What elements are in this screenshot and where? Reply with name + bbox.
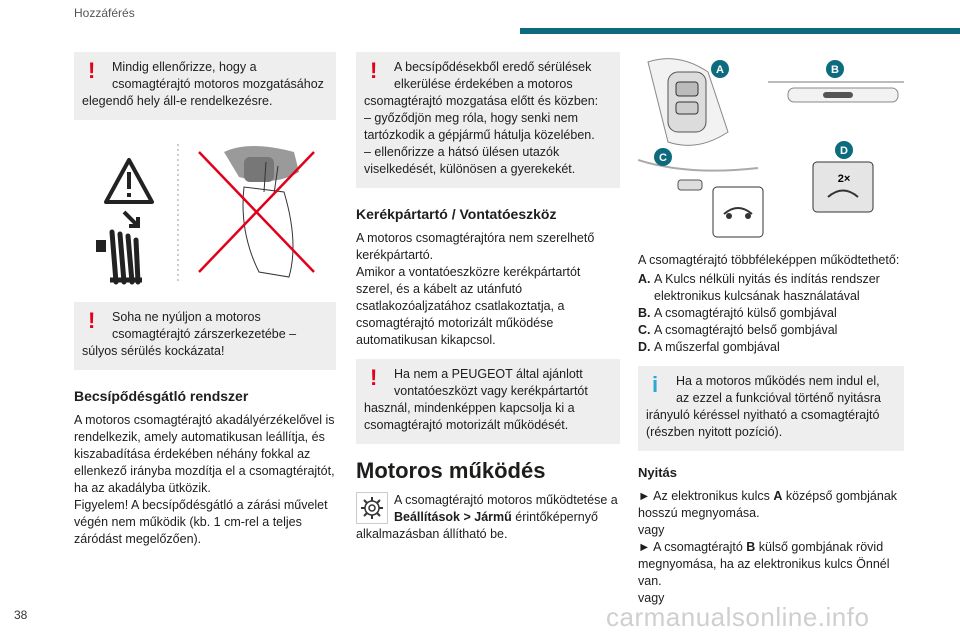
section-text: A motoros csomagtérajtó akadályérzékelővel is rendelkezik, amely automatikusan leállítja, és kiszabadítása érdekében néhány fokkal az ellenkező irányba mozdítja el a csomagtérajtót, ha az akadályba ütközik.: [74, 413, 335, 495]
warning-text-2: csomagtérajtó mozgatása előtt és közben:: [364, 94, 599, 108]
warning-text-end: sérülés kockázata!: [120, 344, 225, 358]
list-item: B. A csomagtérajtó külső gombjával: [638, 306, 837, 320]
svg-text:A: A: [716, 64, 724, 76]
dashboard-button-image: [813, 162, 873, 212]
settings-note: [356, 492, 620, 543]
svg-text:D: D: [840, 145, 848, 157]
info-box: [638, 366, 904, 451]
info-icon: i: [652, 372, 659, 397]
page-number: 38: [14, 608, 28, 622]
warning-icon: !: [88, 308, 96, 333]
illustration-hand-warning: [74, 132, 336, 292]
warning-text: Mindig ellenőrizze, hogy a csomagtérajtó motoros mozgatásához elegendő hely: [82, 60, 324, 108]
warning-bullet-1: – győződjön meg róla, hogy senki nem tartózkodik a gépjármű hátulja közelében.: [364, 111, 595, 142]
illustration-controls: [638, 52, 904, 242]
info-text-2: irányuló kéréssel nyitható a csomagtérajtó (részben nyitott pozíció).: [646, 408, 880, 439]
section-title-bike-rack: Kerékpártartó / Vontatóeszköz: [356, 206, 557, 222]
settings-path: Beállítások > Jármű: [394, 510, 512, 524]
column-1: [74, 52, 336, 548]
d-label: 2×: [837, 173, 851, 185]
warning-triangle-icon: [106, 160, 152, 202]
list-item: C. A csomagtérajtó belső gombjával: [638, 323, 838, 337]
section-text-2: Amikor a vontatóeszközre kerékpártartót szerel, és a kábelt az utánfutó csatlakozóaljzatához csatlakoztatja, a csomagtérajtó motorizált működése automatikusan kikapcsol.: [356, 265, 581, 347]
badge-b-icon: [826, 60, 844, 78]
warning-icon: !: [88, 58, 96, 83]
info-text: Ha a motoros működés nem indul el, az ezzel a funkcióval történő nyitásra: [676, 374, 881, 405]
section-title-motorized: Motoros működés: [356, 458, 546, 483]
gear-icon: [356, 492, 388, 524]
section-text-2: Figyelem! A becsípődésgátló a zárási művelet végén nem működik (kb. 1 cm-rel a teljes záródást megelőzően).: [74, 498, 328, 546]
warning-text-end: áll-e rendelkezésre.: [163, 94, 273, 108]
exterior-button-image: [768, 82, 904, 102]
warning-text: Ha nem a PEUGEOT által ajánlott vontatóeszközt vagy kerékpártartót: [394, 367, 588, 398]
badge-d-icon: [835, 141, 853, 159]
or-text: vagy: [638, 523, 665, 537]
badge-a-icon: [711, 60, 729, 78]
intro-text: A csomagtérajtó többféleképpen működtethető:: [638, 253, 900, 267]
warning-box-space: [74, 52, 336, 120]
interior-button-image: [638, 160, 763, 237]
opening-step-2: ► A csomagtérajtó B külső gombjának rövid megnyomása, ha az elektronikus kulcs Önnél van.: [638, 540, 890, 588]
badge-c-icon: [654, 148, 672, 166]
warning-box-pinch: [356, 52, 620, 188]
or-text-2: vagy: [638, 591, 665, 605]
latch-photo: [224, 146, 299, 277]
warning-text-2: használ, mindenképpen kapcsolja ki a csomagtérajtó motorizált működését.: [364, 401, 575, 432]
warning-box-towbar: [356, 359, 620, 444]
hand-press-icon: [96, 212, 142, 282]
section-title-anti-pinch: Becsípődésgátló rendszer: [74, 388, 249, 404]
section-title-opening: Nyitás: [638, 465, 678, 480]
header-accent-bar: [520, 28, 960, 34]
opening-step-1: ► Az elektronikus kulcs A középső gombjának hosszú megnyomása.: [638, 489, 898, 520]
list-item: D. A műszerfal gombjával: [638, 340, 780, 354]
column-3: [638, 52, 904, 607]
section-text: A motoros csomagtérajtóra nem szerelhető kerékpártartó.: [356, 231, 595, 262]
svg-text:C: C: [659, 152, 667, 164]
svg-text:B: B: [831, 64, 839, 76]
warning-text: A becsípődésekből eredő sérülések elkerülése érdekében a motoros: [394, 60, 592, 91]
list-item: A. A Kulcs nélküli nyitás és indítás rendszer elektronikus kulcsának használatával: [638, 272, 880, 303]
column-2: [356, 52, 620, 543]
warning-box-latch: [74, 302, 336, 370]
settings-text: A csomagtérajtó motoros működtetése a: [394, 493, 618, 507]
warning-bullet-2: – ellenőrizze a hátsó ülésen utazók viselkedését, különösen a gyerekekét.: [364, 145, 576, 176]
warning-icon: !: [370, 58, 378, 83]
settings-text-end: érintőképernyő alkalmazásban állítható be.: [356, 510, 598, 541]
control-list: [638, 271, 904, 356]
running-header: Hozzáférés: [74, 6, 135, 20]
warning-icon: !: [370, 365, 378, 390]
warning-text: Soha ne nyúljon a motoros csomagtérajtó zárszerkezetébe – súlyos: [82, 310, 297, 358]
watermark: carmanualsonline.info: [606, 602, 870, 632]
